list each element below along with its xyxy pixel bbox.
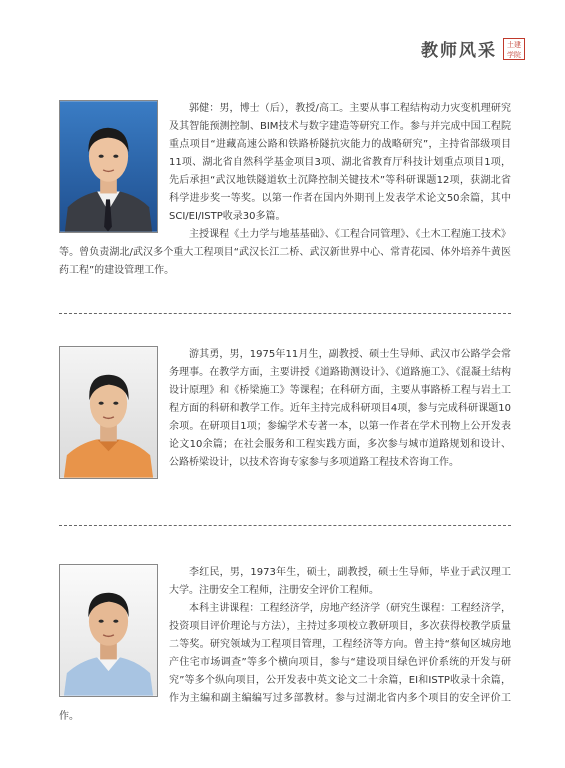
teacher-bio xyxy=(59,564,511,726)
teacher-profile-3 xyxy=(59,564,511,726)
bio-paragraph: 李红民，男，1973年生，硕士，副教授，硕士生导师，毕业于武汉理工大学。注册安全工程师，注册安全评价工程师。 xyxy=(169,567,511,596)
teacher-photo xyxy=(59,346,158,479)
portrait-photo-icon xyxy=(60,347,157,478)
teacher-photo xyxy=(59,564,158,697)
teacher-bio xyxy=(59,346,511,472)
teacher-profile-1 xyxy=(59,100,511,280)
portrait-photo-icon xyxy=(60,101,157,232)
page-header xyxy=(421,36,525,61)
bio-paragraph: 主授课程《土力学与地基基础》、《工程合同管理》、《土木工程施工技术》等。曾负责湖北/武汉多个重大工程项目“武汉长江二桥、武汉新世界中心、常青花园、体外培养牛黄医药工程”的建设管理工作。 xyxy=(59,229,511,276)
section-divider xyxy=(59,313,511,314)
teacher-photo xyxy=(59,100,158,233)
bio-paragraph: 游其勇，男，1975年11月生，副教授、硕士生导师、武汉市公路学会常务理事。在教学方面，主要讲授《道路勘测设计》、《道路施工》、《混凝土结构设计原理》和《桥梁施工》等课程；在科研方面，主要从事路桥工程与岩土工程方面的科研和教学工作。近年主持完成科研项目4项，参与完成科研课题10余项。在研项目1项；参编学术专著一本，以第一作者在学术刊物上公开发表论文10余篇；在社会服务和工程实践方面，多次参与城市道路规划和设计、公路桥梁设计，以技术咨询专家参与多项道路工程技术咨询工作。 xyxy=(169,349,511,468)
teacher-profile-2 xyxy=(59,346,511,483)
portrait-photo-icon xyxy=(60,565,157,696)
bio-paragraph: 本科主讲课程：工程经济学，房地产经济学（研究生课程：工程经济学，投资项目评价理论与方法），主持过多项校立教研项目，多次获得校教学质量二等奖。研究领域为工程项目管理，工程经济等方向。曾主持“蔡甸区城房地产住宅市场调查”等多个横向项目，参与“建设项目绿色评价系统的开发与研究”等多个纵向项目，公开发表中英文论文二十余篇，EI和ISTP收录十余篇，作为主编和副主编编写过多部教材。参与过湖北省内多个项目的安全评价工作。 xyxy=(59,603,511,722)
page-title: 教师风采 xyxy=(421,41,497,61)
college-seal-icon: 土建学院 xyxy=(503,38,525,60)
section-divider xyxy=(59,525,511,526)
teacher-bio xyxy=(59,100,511,280)
bio-paragraph: 郭健：男，博士（后），教授/高工。主要从事工程结构动力灾变机理研究及其智能预测控制、BIM技术与数字建造等研究工作。参与并完成中国工程院重点项目“进藏高速公路和铁路桥隧抗灾能力的战略研究”，主持省部级项目11项、湖北省自然科学基金项目3项、湖北省教育厅科技计划重点项目1项，先后承担“武汉地铁隧道软土沉降控制关键技术”等科研课题12项，获湖北省科学进步奖一等奖。以第一作者在国内外期刊上发表学术论文50余篇，其中SCI/EI/ISTP收录30多篇。 xyxy=(169,103,511,222)
